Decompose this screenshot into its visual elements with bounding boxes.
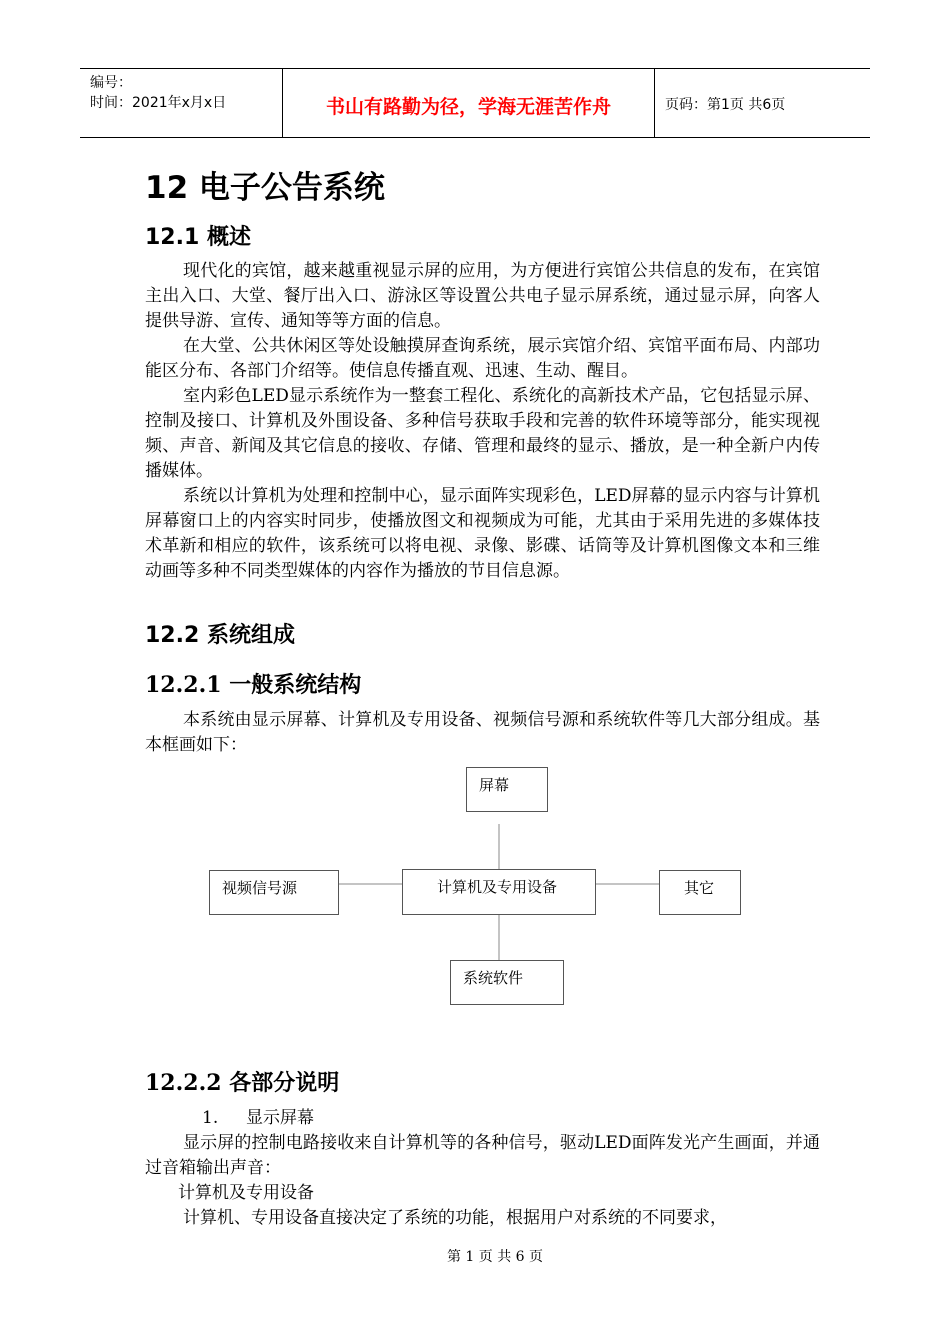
diagram-box-other: 其它 bbox=[659, 870, 741, 915]
structure-paragraph: 本系统由显示屏幕、计算机及专用设备、视频信号源和系统软件等几大部分组成。基本框画如下： bbox=[145, 710, 820, 755]
date-label: 时间：2021年x月x日 bbox=[90, 95, 227, 111]
header-info-cell bbox=[80, 69, 282, 137]
item-1-label: 显示屏幕 bbox=[246, 1108, 314, 1128]
header-motto: 书山有路勤为径，学海无涯苦作舟 bbox=[282, 69, 655, 137]
paragraph-3: 室内彩色LED显示系统作为一整套工程化、系统化的高新技术产品，它包括显示屏、控制及接口、计算机及外围设备、多种信号获取手段和完善的软件环境等部分，能实现视频、声音、新闻及其它信息的接收、存储、管理和最终的显示、播放，是一种全新户内传播媒体。 bbox=[145, 386, 820, 481]
section-12-1-heading: 12.1 概述 bbox=[145, 225, 251, 250]
item-2-label: 计算机及专用设备 bbox=[178, 1183, 314, 1203]
page-footer: 第 1 页 共 6 页 bbox=[446, 1249, 544, 1265]
paragraph-1: 现代化的宾馆，越来越重视显示屏的应用，为方便进行宾馆公共信息的发布，在宾馆主出入口、大堂、餐厅出入口、游泳区等设置公共电子显示屏系统，通过显示屏，向客人提供导游、宣传、通知等等方面的信息。 bbox=[145, 261, 820, 331]
diagram-box-software: 系统软件 bbox=[450, 960, 564, 1005]
item-1-number: 1. bbox=[202, 1108, 219, 1128]
header-page-label: 页码：第1页 共6页 bbox=[665, 97, 786, 113]
section-12-2-heading: 12.2 系统组成 bbox=[145, 623, 295, 648]
item-1-paragraph: 显示屏的控制电路接收来自计算机等的各种信号，驱动LED面阵发光产生画面，并通过音箱输出声音： bbox=[145, 1133, 820, 1178]
paragraph-4: 系统以计算机为处理和控制中心，显示面阵实现彩色，LED屏幕的显示内容与计算机屏幕窗口上的内容实时同步，使播放图文和视频成为可能，尤其由于采用先进的多媒体技术革新和相应的软件，该系统可以将电视、录像、影碟、话筒等及计算机图像文本和三维动画等多种不同类型媒体的内容作为播放的节目信息源。 bbox=[145, 486, 820, 581]
paragraph-2: 在大堂、公共休闲区等处设触摸屏查询系统，展示宾馆介绍、宾馆平面布局、内部功能区分布、各部门介绍等。使信息传播直观、迅速、生动、醒目。 bbox=[145, 336, 820, 381]
header-table bbox=[80, 68, 870, 138]
document-title: 12 电子公告系统 bbox=[145, 170, 385, 206]
item-2-paragraph: 计算机、专用设备直接决定了系统的功能，根据用户对系统的不同要求， bbox=[183, 1208, 727, 1228]
section-12-2-1-heading: 12.2.1 一般系统结构 bbox=[145, 672, 362, 698]
diagram-box-screen: 屏幕 bbox=[466, 767, 548, 812]
diagram-box-video-source: 视频信号源 bbox=[209, 870, 339, 915]
diagram-box-computer: 计算机及专用设备 bbox=[402, 869, 596, 915]
number-label: 编号： bbox=[90, 75, 132, 91]
section-12-2-2-heading: 12.2.2 各部分说明 bbox=[145, 1070, 340, 1096]
